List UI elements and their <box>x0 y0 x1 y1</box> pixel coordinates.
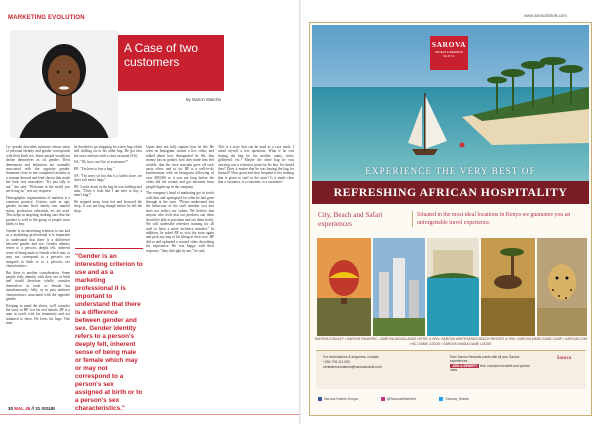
paragraph: BF: Looks down at the bag he was holding and asks, "Does it look like I am here to buy a men's bag?" <box>74 184 142 198</box>
facebook-handle: Sarova Hotels Kenya <box>324 397 358 401</box>
ad-photo-row <box>317 238 587 336</box>
twitter-handle: Sarova_Hotels <box>445 397 469 401</box>
contact-email[interactable]: centralreservations@sarovahotels.com <box>323 365 382 369</box>
loyalty-info <box>450 355 534 373</box>
ad-headline-main: REFRESHING AFRICAN HOSPITALITY <box>312 181 589 204</box>
properties-list: SAROVA STANLEY • SAROVA PANAFRIC • SAROVA WOODLANDS HOTEL & SPA • SAROVA WHITESANDS BEACH RESORT & SPA • SAROVA MARA GAME CAMP • SAROVA LION HILL GAME LODGE • SAROVA SHABA GAME LODGE <box>314 337 588 346</box>
brand-subtitle: HOTELS & RESORTS <box>434 50 464 54</box>
paragraph: He stepped away from her and browsed the shop. It was not long though before he left the shop. <box>74 200 142 213</box>
body-column-4 <box>218 145 294 187</box>
social-links <box>318 397 586 401</box>
article-title <box>118 35 224 91</box>
paragraph: Upset does not fully capture how he felt. He went on Instagram, started a live video, and talked about how disregarded he felt, that money has no gender, how they made him feel terrible, that the store assistant gave off such nasty vibes, and so on. BF is a well-to-do businessman with an Instagram following of over 400,000 so it was not long before the video did the rounds and got attention from people higher up in the company. <box>146 145 214 189</box>
body-column-2 <box>74 145 142 215</box>
instagram-handle: @SarovaHotelsKe <box>386 397 417 401</box>
body-column-3 <box>146 145 214 255</box>
paragraph: he decided to go shopping for a new bag whilst still holding on to his older bag. He got into the store and met with a store assistant (SA). <box>74 145 142 158</box>
city-photo <box>373 238 425 336</box>
footer-divider <box>0 414 299 415</box>
pull-quote: "Gender is an interesting criterion to use and as a marketing professional it is important to understand that there is a difference between gender and sex. Gender identity refers to a person's deeply felt, inherent sense of being male or female which may or may not correspond to a person's sex assigned at birth or to a person's sex characteristics." <box>75 248 143 400</box>
brand-country: KENYA <box>443 55 455 58</box>
title-line-1: A Case of two <box>124 41 199 55</box>
ad-ideal-line: Situated in the most ideal locations in Kenya we guarantee you an unforgettable travel experience. <box>412 211 589 227</box>
balloon-photo <box>317 238 371 336</box>
paragraph: Keeping in mind the above, we'll consider the story of BF- not his real initials. BF is a man in touch with his femininity and not ashamed to show. He loves his bags. One time <box>6 303 70 326</box>
body-column-1 <box>6 145 70 328</box>
instagram-link[interactable] <box>381 397 417 401</box>
contact-title: For reservations & enquiries, contact: <box>323 355 380 359</box>
loyalty-more: free, exclusive benefits and special rates. <box>450 363 530 373</box>
page-footer <box>8 406 55 411</box>
brand-name: SAROVA <box>431 40 467 49</box>
paragraph: The company's head of marketing got in touch with him and apologised for what he had gone through at the store. "Please understand that the behaviour of the staff member you met does not reflect our values. We believe that anyone who feels that our products suit them should be able to purchase and use them freely. We will undertake refresher training for all staff to have a more inclusive mindset." In addition, he asked BF to visit the store again and pick any bag of his liking at their cost. BF did so and uploaded a second video describing his experience. He was happy with their response, "they did right by me," he said. <box>146 191 214 253</box>
facebook-icon <box>318 397 322 401</box>
pool-photo <box>427 238 479 336</box>
author-portrait <box>10 30 118 138</box>
contact-phone[interactable]: +254 709 111 000 <box>323 360 350 364</box>
paragraph: SA: "Hi, how can I be of assistance?" <box>74 160 129 165</box>
page-number: 30 <box>8 406 14 411</box>
paragraph: But there is another consideration. Some people fully identify with their sex at birth and would therefore wholly consider themselves as male or female but simultaneously, fully, or in part embrace characteristics associated with the opposite gender. <box>6 270 70 301</box>
contact-strip <box>316 350 586 389</box>
issue-number: // 31 ISSUE <box>31 406 55 411</box>
title-line-2: customers <box>124 55 180 69</box>
twitter-link[interactable] <box>439 397 469 401</box>
loyalty-badge: JOIN & BENEFIT <box>452 363 478 368</box>
ad-city-line: City, Beach and Safari experiences <box>318 211 383 228</box>
paragraph: SA: "I'm sorry sir but this is a ladies store, we don't sell men's bags." <box>74 173 142 182</box>
sarova-small-logo: Sarova <box>556 356 572 361</box>
magazine-name: MAL 45 <box>14 406 31 411</box>
paragraph: This is a story that can be used as a case study. I asked myself a few questions: What if he was buying the bag for his mother, aunty, sister, girlfriend, etc.? Maybe the other bag he was carrying was a reference point for his buy. So should they? Does it matter that he was buying the bag for himself? How good and how frequent is the training that is given to staff in the store? Is it made clear that a customer, is a customer, is a customer? <box>218 145 294 185</box>
cheetah-photo <box>537 238 587 336</box>
facebook-link[interactable] <box>318 397 358 401</box>
paragraph: Gender is an interesting criterion to use and as a marketing professional it is important to understand that there is a difference between gender and sex. Gender identity refers to a person's deeply felt, inherent sense of being male or female which may or may not correspond to a person's sex assigned at birth or to a person's sex characteristics. <box>6 228 70 268</box>
twitter-icon <box>439 397 443 401</box>
paragraph: Demographic segmentation of markets is a common practice. Criteria such as age, gender, income level, family size, marital status, profession, education, etc are used. This helps in targeting, making sure that the product is sold to the group of people most likely to buy. <box>6 195 70 227</box>
paragraph: Co- gender describes someone whose sense of personal identity and gender corresponds with their birth sex. Some people would not define themselves as cis gender. Their demeanour and behaviour are normally associated with the opposite gender. Someone close to me completed recently at a woman dressed and lead shown that made her look very masculine. "It's just silly to me," she said. "Welcome to the world you are living in," was my response. <box>6 145 70 194</box>
ad-headline-top: EXPERIENCE THE VERY BEST OF <box>365 166 536 176</box>
safari-photo <box>481 238 535 336</box>
section-label: MARKETING EVOLUTION <box>8 15 85 21</box>
byline: By Marion Wakoho <box>186 97 222 102</box>
contact-info <box>323 355 382 370</box>
sarova-logo <box>430 36 468 70</box>
loyalty-text: Earn Sarova Rewards points with all your Sarova experiences. <box>450 355 520 364</box>
instagram-icon <box>381 397 385 401</box>
paragraph: BF: "I'm here to buy a bag." <box>74 167 115 171</box>
page-gutter <box>299 0 301 424</box>
ad-url: www.sarovahotels.com <box>524 13 567 18</box>
